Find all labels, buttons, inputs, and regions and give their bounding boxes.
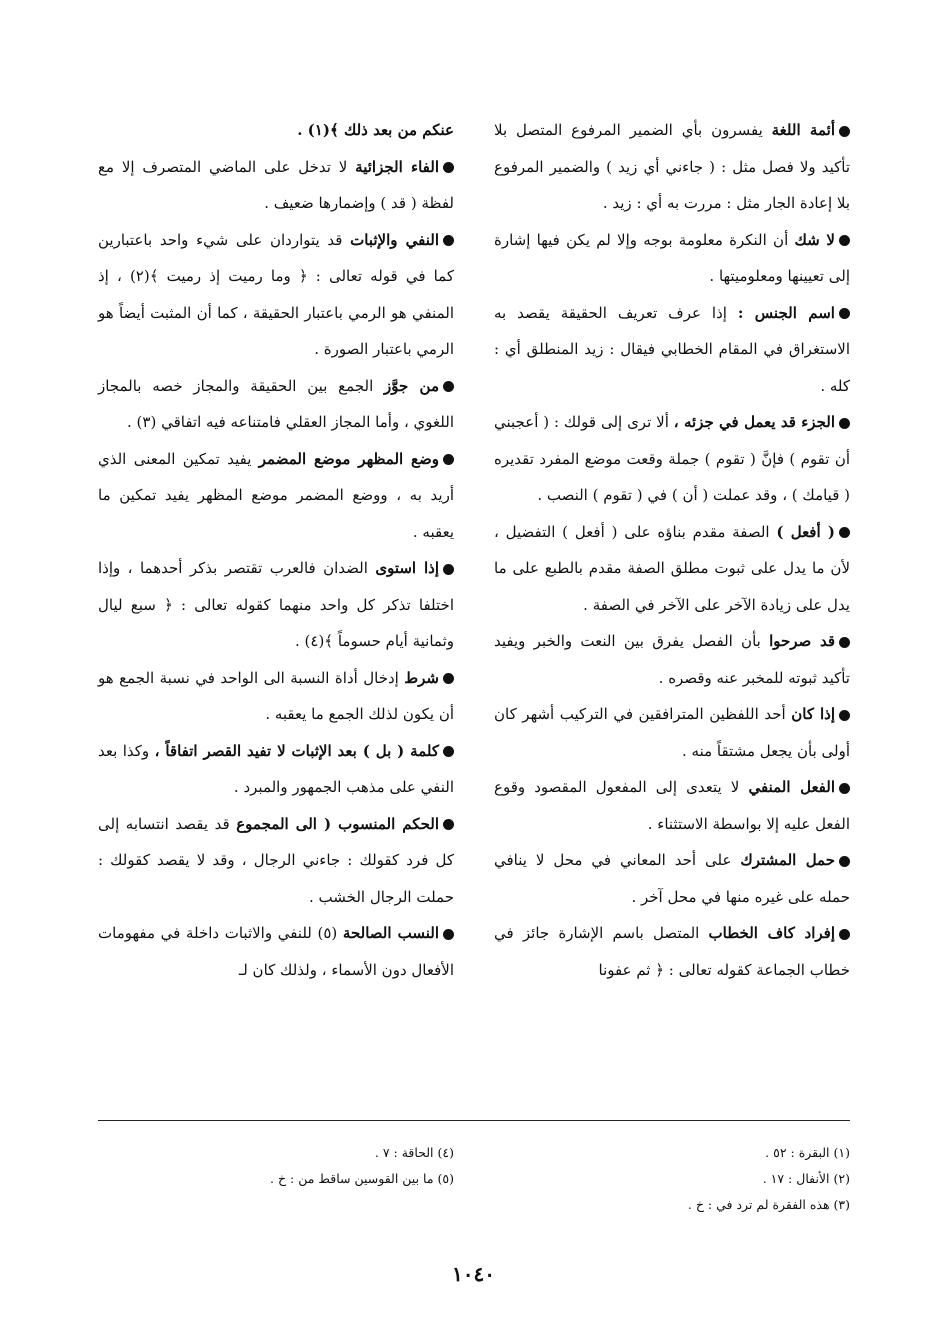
paragraph-lead: النفي والإثبات xyxy=(350,230,439,249)
text-columns xyxy=(98,112,850,988)
paragraph xyxy=(494,295,850,405)
bullet-icon xyxy=(443,746,454,757)
footnote: (٥) ما بين القوسين ساقط من : خ . xyxy=(270,1171,454,1186)
paragraph-text: قد يقصد انتسابه إلى كل فرد كقولك : جاءني الرجال ، وقد لا يقصد كقولك : حملت الرجال الخشب . xyxy=(98,814,454,906)
bullet-icon xyxy=(839,308,850,319)
paragraph xyxy=(98,550,454,660)
paragraph-text: يفسرون بأي الضمير المرفوع المتصل بلا تأكيد ولا فصل مثل : ( جاءني أي زيد ) والضمير المرفوع بلا إعادة الجار مثل : مررت به أي : زيد . xyxy=(494,121,850,212)
paragraph-text: عنكم من بعد ذلك ﴾(١) . xyxy=(297,121,454,139)
paragraph xyxy=(494,112,850,222)
paragraph xyxy=(494,222,850,295)
paragraph-lead: الفعل المنفي xyxy=(748,778,836,796)
page-number: ١٠٤٠ xyxy=(452,1262,495,1286)
paragraph-text: الصفة مقدم بناؤه على ( أفعل ) التفضيل ، لأن ما يدل على ثبوت مطلق الصفة مقدم بالطبع على ما يدل على زيادة الآخر على الآخر في الصفة . xyxy=(494,522,850,614)
footnote-divider xyxy=(98,1120,850,1121)
paragraph-text: ألا ترى إلى قولك : ( أعجبني أن تقوم ) فإنَّ ( تقوم ) جملة وقعت موضع المفرد تقديره ( قيامك ) ، وقد عملت ( أن ) في ( تقوم ) النصب . xyxy=(494,413,850,504)
bullet-icon xyxy=(839,856,850,867)
paragraph xyxy=(98,915,454,988)
footnote: (١) البقرة : ٥٢ . xyxy=(765,1145,850,1160)
bullet-icon xyxy=(443,564,454,575)
paragraph-text: إذا عرف تعريف الحقيقة يقصد به الاستغراق في المقام الخطابي فيقال : زيد المنطلق أي : كله . xyxy=(494,303,850,395)
paragraph-text: لا يتعدى إلى المفعول المقصود وقوع الفعل عليه إلا بواسطة الاستثناء . xyxy=(494,778,850,833)
bullet-icon xyxy=(839,929,850,940)
footnote: (٣) هذه الفقرة لم ترد في : خ . xyxy=(687,1197,850,1212)
paragraph-lead: الجزء قد يعمل في جزئه ، xyxy=(673,413,835,431)
footnote: (٤) الحاقة : ٧ . xyxy=(374,1145,454,1160)
paragraph xyxy=(98,806,454,916)
paragraph-lead: لا شك xyxy=(794,230,835,249)
footnotes-right xyxy=(494,1140,850,1218)
paragraph xyxy=(494,404,850,514)
bullet-icon xyxy=(839,418,850,429)
bullet-icon xyxy=(839,637,850,648)
paragraph xyxy=(98,733,454,806)
right-column xyxy=(494,112,850,988)
paragraph xyxy=(98,222,454,368)
paragraph xyxy=(494,514,850,624)
paragraph-text: (٥) للنفي والاثبات داخلة في مفهومات الأفعال دون الأسماء ، ولذلك كان لـ xyxy=(98,924,454,979)
paragraph-text: الجمع بين الحقيقة والمجاز خصه بالمجاز اللغوي ، وأما المجاز العقلي فامتناعه فيه اتفاقي (٣) . xyxy=(98,376,454,431)
paragraph-lead: الفاء الجزائية xyxy=(355,157,439,176)
footnotes xyxy=(98,1140,850,1218)
paragraph-text: وكذا بعد النفي على مذهب الجمهور والمبرد . xyxy=(98,741,454,796)
bullet-icon xyxy=(839,235,850,246)
footnote: (٢) الأنفال : ١٧ . xyxy=(762,1171,850,1186)
paragraph-lead: شرط xyxy=(404,668,439,687)
paragraph xyxy=(494,623,850,696)
paragraph-lead: النسب الصالحة xyxy=(342,924,439,942)
paragraph xyxy=(98,368,454,441)
paragraph xyxy=(494,769,850,842)
paragraph xyxy=(98,441,454,551)
paragraph-continuation xyxy=(98,112,454,149)
bullet-icon xyxy=(443,454,454,465)
paragraph-lead: حمل المشترك xyxy=(740,851,835,869)
paragraph xyxy=(494,842,850,915)
bullet-icon xyxy=(839,710,850,721)
bullet-icon xyxy=(839,126,850,137)
paragraph-lead: من جوَّز xyxy=(384,376,439,395)
paragraph-text: بأن الفصل يفرق بين النعت والخبر ويفيد تأكيد ثبوته للمخبر عنه وقصره . xyxy=(494,632,850,687)
bullet-icon xyxy=(839,783,850,794)
paragraph-lead: إذا كان xyxy=(791,705,836,723)
paragraph-text: يفيد تمكين المعنى الذي أريد به ، ووضع المضمر موضع المظهر يفيد تمكين ما يعقبه . xyxy=(98,449,454,541)
paragraph-text: أن النكرة معلومة بوجه وإلا لم يكن فيها إشارة إلى تعيينها ومعلوميتها . xyxy=(494,230,850,285)
bullet-icon xyxy=(443,819,454,830)
paragraph-lead: اسم الجنس : xyxy=(737,303,835,322)
paragraph-text: لا تدخل على الماضي المتصرف إلا مع لفظة ( قد ) وإضمارها ضعيف . xyxy=(98,157,454,212)
paragraph xyxy=(494,915,850,988)
paragraph-lead: إفراد كاف الخطاب xyxy=(708,924,835,942)
bullet-icon xyxy=(443,673,454,684)
paragraph xyxy=(494,696,850,769)
paragraph-text: المتصل باسم الإشارة جائز في خطاب الجماعة كقوله تعالى : ﴿ ثم عفونا xyxy=(494,924,850,979)
paragraph-text: على أحد المعاني في محل لا ينافي حمله على غيره منها في محل آخر . xyxy=(494,851,850,906)
paragraph-lead: كلمة ( بل ) بعد الإثبات لا تفيد القصر اتفاقاً ، xyxy=(154,741,439,760)
footnotes-left xyxy=(98,1140,454,1218)
bullet-icon xyxy=(839,527,850,538)
paragraph-lead: الحكم المنسوب ( الى المجموع xyxy=(236,814,439,833)
left-column xyxy=(98,112,454,988)
paragraph-lead: أئمة اللغة xyxy=(771,121,835,139)
paragraph-text: إدخال أداة النسبة الى الواحد في نسبة الجمع هو أن يكون لذلك الجمع ما يعقبه . xyxy=(98,668,454,723)
paragraph-text: قد يتواردان على شيء واحد باعتبارين كما في قوله تعالى : ﴿ وما رميت إذ رميت ﴾(٢) ، إذ المنفي هو الرمي باعتبار الحقيقة ، كما أن المثبت أيضاً هو الرمي باعتبار الصورة . xyxy=(98,230,454,358)
paragraph-lead: إذا استوى xyxy=(375,559,439,577)
paragraph-lead: وضع المظهر موضع المضمر xyxy=(258,449,439,468)
paragraph-lead: قد صرحوا xyxy=(769,632,836,650)
paragraph-lead: ( أفعل ) xyxy=(776,522,835,541)
paragraph xyxy=(98,660,454,733)
paragraph-text: أحد اللفظين المترافقين في التركيب أشهر كان أولى بأن يجعل مشتقاً منه . xyxy=(494,705,850,760)
bullet-icon xyxy=(443,162,454,173)
bullet-icon xyxy=(443,235,454,246)
bullet-icon xyxy=(443,381,454,392)
paragraph-text: الضدان فالعرب تقتصر بذكر أحدهما ، وإذا اختلفا تذكر كل واحد منهما كقوله تعالى : ﴿ سبع ليال وثمانية أيام حسوماً ﴾(٤) . xyxy=(98,559,454,650)
paragraph xyxy=(98,149,454,222)
bullet-icon xyxy=(443,929,454,940)
